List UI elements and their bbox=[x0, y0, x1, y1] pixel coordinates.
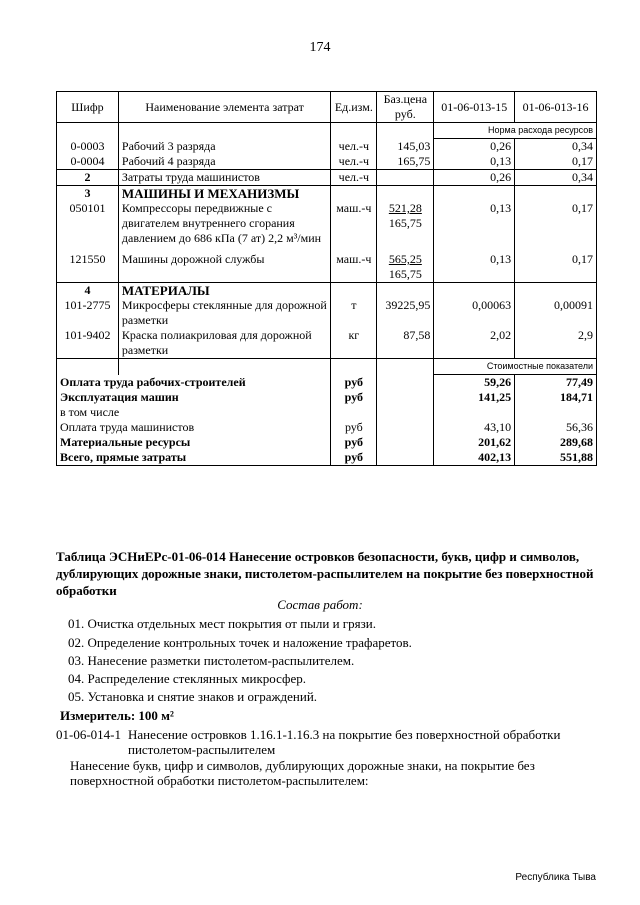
cost-label: Стоимостные показатели bbox=[434, 359, 597, 375]
table-row: 121550 Машины дорожной службы маш.-ч 565,25 165,75 0,13 0,17 bbox=[57, 252, 597, 283]
header-name: Наименование элемента затрат bbox=[118, 92, 330, 123]
norma-label-row bbox=[57, 123, 597, 139]
operation-item: 04. Распределение стеклянных микросфер. bbox=[68, 671, 306, 686]
section-title: Таблица ЭСНиЕРс-01-06-014 Нанесение островков безопасности, букв, цифр и символов, дублирующих дорожные знаки, пистолетом-распылителем на покрытие без поверхностной обработки bbox=[56, 549, 594, 598]
header-col-15: 01-06-013-15 bbox=[434, 92, 515, 123]
materials-section-row: 4 МАТЕРИАЛЫ bbox=[57, 283, 597, 299]
machines-section-title: МАШИНЫ И МЕХАНИЗМЫ bbox=[118, 186, 330, 202]
table-row: 0-0003 Рабочий 3 разряда чел.-ч 145,03 0,26 0,34 bbox=[57, 139, 597, 155]
cost-row: Оплата труда машинистов руб 43,10 56,36 bbox=[57, 420, 597, 435]
page-number: 174 bbox=[309, 40, 331, 55]
materials-section-title: МАТЕРИАЛЫ bbox=[118, 283, 330, 299]
operation-item: 02. Определение контрольных точек и наложение трафаретов. bbox=[68, 635, 412, 650]
table-row: 101-2775 Микросферы стеклянные для дорожной разметки т 39225,95 0,00063 0,00091 bbox=[57, 298, 597, 328]
footer-region: Республика Тыва bbox=[515, 872, 596, 883]
item-description: Нанесение островков 1.16.1-1.16.3 на покрытие без поверхностной обработки пистолетом-распылителем bbox=[128, 727, 561, 757]
header-col-16: 01-06-013-16 bbox=[515, 92, 597, 123]
cost-row: Материальные ресурсы руб 201,62 289,68 bbox=[57, 435, 597, 450]
composition-heading: Состав работ: bbox=[277, 597, 363, 612]
cost-row: в том числе bbox=[57, 405, 597, 420]
norma-label: Норма расхода ресурсов bbox=[434, 123, 597, 139]
operation-item: 01. Очистка отдельных мест покрытия от пыли и грязи. bbox=[68, 616, 376, 631]
cost-row: Оплата труда рабочих-строителей руб 59,26 77,49 bbox=[57, 375, 597, 391]
table-header-row bbox=[57, 92, 597, 123]
measure-label: Измеритель: 100 м² bbox=[60, 708, 174, 723]
table-row: 0-0004 Рабочий 4 разряда чел.-ч 165,75 0,13 0,17 bbox=[57, 154, 597, 170]
cost-label-row bbox=[57, 359, 597, 375]
resource-table bbox=[56, 91, 597, 466]
table-row: 101-9402 Краска полиакриловая для дорожной разметки кг 87,58 2,02 2,9 bbox=[57, 328, 597, 359]
cost-row: Всего, прямые затраты руб 402,13 551,88 bbox=[57, 450, 597, 466]
machines-section-row: 3 МАШИНЫ И МЕХАНИЗМЫ bbox=[57, 186, 597, 202]
item-description-2: Нанесение букв, цифр и символов, дублирующих дорожные знаки, на покрытие без поверхностной обработки пистолетом-распылителем: bbox=[70, 758, 535, 788]
header-unit: Ед.изм. bbox=[331, 92, 377, 123]
table-row: 050101 Компрессоры передвижные с двигателем внутреннего сгорания давлением до 686 кПа (7 ат) 2,2 м³/мин маш.-ч 521,28 165,75 0,13 0,17 bbox=[57, 201, 597, 252]
header-code: Шифр bbox=[57, 92, 119, 123]
header-price: Баз.цена руб. bbox=[377, 92, 434, 123]
item-code: 01-06-014-1 bbox=[56, 727, 121, 742]
machinist-row: 2 Затраты труда машинистов чел.-ч 0,26 0,34 bbox=[57, 170, 597, 186]
operation-item: 03. Нанесение разметки пистолетом-распылителем. bbox=[68, 653, 355, 668]
cost-row: Эксплуатация машин руб 141,25 184,71 bbox=[57, 390, 597, 405]
operation-item: 05. Установка и снятие знаков и ограждений. bbox=[68, 689, 318, 704]
